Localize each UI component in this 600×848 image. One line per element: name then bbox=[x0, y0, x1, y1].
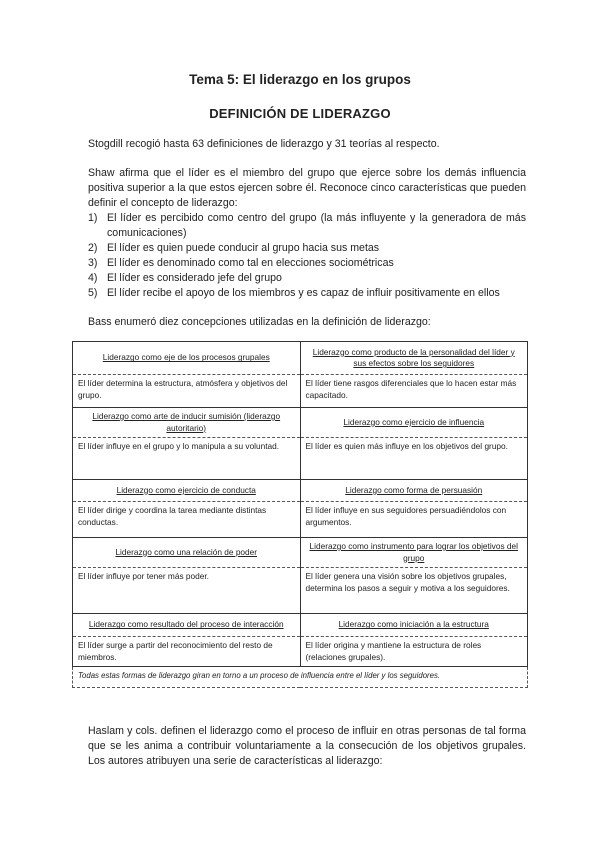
page-title: Tema 5: El liderazgo en los grupos bbox=[189, 72, 411, 87]
list-number: 3) bbox=[88, 257, 98, 269]
concept-title: Liderazgo como una relación de poder bbox=[73, 538, 301, 568]
concept-description: El líder influye en sus seguidores persuadiéndolos con argumentos. bbox=[300, 502, 528, 538]
table-row bbox=[73, 667, 528, 688]
concept-description: El líder influye por tener más poder. bbox=[73, 568, 301, 614]
table-row bbox=[73, 480, 528, 502]
list-item bbox=[88, 211, 526, 241]
concept-description: El líder es quien más influye en los objetivos del grupo. bbox=[300, 438, 528, 480]
concept-description: El líder influye en el grupo y lo manipula a su voluntad. bbox=[73, 438, 301, 480]
leadership-concepts-table bbox=[72, 341, 528, 688]
intro-paragraph: Stogdill recogió hasta 63 definiciones de liderazgo y 31 teorías al respecto. bbox=[88, 138, 440, 150]
shaw-characteristics-list bbox=[88, 211, 526, 301]
concept-title: Liderazgo como ejercicio de conducta bbox=[73, 480, 301, 502]
shaw-paragraph: Shaw afirma que el líder es el miembro del grupo que ejerce sobre los demás influencia positiva superior a la que estos ejercen sobre él. Reconoce cinco características que pueden definir el concepto de liderazgo: bbox=[88, 167, 526, 209]
concept-title: Liderazgo como producto de la personalidad del líder y sus efectos sobre los seguidores bbox=[300, 342, 528, 375]
concept-title: Liderazgo como iniciación a la estructura bbox=[300, 614, 528, 637]
list-item bbox=[88, 271, 526, 286]
list-number: 5) bbox=[88, 287, 98, 299]
list-text: El líder es considerado jefe del grupo bbox=[107, 272, 282, 284]
list-text: El líder es denominado como tal en elecciones sociométricas bbox=[107, 257, 394, 269]
concept-title: Liderazgo como instrumento para lograr los objetivos del grupo bbox=[300, 538, 528, 568]
concept-description: El líder tiene rasgos diferenciales que lo hacen estar más capacitado. bbox=[300, 375, 528, 408]
table-note: Todas estas formas de liderazgo giran en torno a un proceso de influencia entre el líder y los seguidores. bbox=[73, 667, 528, 688]
haslam-paragraph: Haslam y cols. definen el liderazgo como el proceso de influir en otras personas de tal forma que se les anima a contribuir voluntariamente a la consecución de los objetivos grupales. Los autores atribuyen una serie de características al liderazgo: bbox=[88, 725, 526, 767]
concept-description: El líder genera una visión sobre los objetivos grupales, determina los pasos a seguir y motiva a los seguidores. bbox=[300, 568, 528, 614]
table-row bbox=[73, 438, 528, 480]
list-number: 1) bbox=[88, 212, 98, 224]
list-text: El líder es quien puede conducir al grupo hacia sus metas bbox=[107, 242, 380, 254]
concept-description: El líder origina y mantiene la estructura de roles (relaciones grupales). bbox=[300, 637, 528, 667]
table-row bbox=[73, 568, 528, 614]
table-row bbox=[73, 538, 528, 568]
table-row bbox=[73, 342, 528, 375]
table-row bbox=[73, 637, 528, 667]
bass-paragraph: Bass enumeró diez concepciones utilizadas en la definición de liderazgo: bbox=[88, 316, 431, 328]
concept-description: El líder determina la estructura, atmósfera y objetivos del grupo. bbox=[73, 375, 301, 408]
list-item bbox=[88, 256, 526, 271]
concept-title: Liderazgo como forma de persuasión bbox=[300, 480, 528, 502]
list-text: El líder es percibido como centro del grupo (la más influyente y la generadora de más comunicaciones) bbox=[107, 212, 526, 239]
concept-title: Liderazgo como ejercicio de influencia bbox=[300, 408, 528, 438]
table-row bbox=[73, 614, 528, 637]
concept-title: Liderazgo como eje de los procesos grupales bbox=[73, 342, 301, 375]
list-text: El líder recibe el apoyo de los miembros y es capaz de influir positivamente en ellos bbox=[107, 287, 500, 299]
concept-description: El líder dirige y coordina la tarea mediante distintas conductas. bbox=[73, 502, 301, 538]
concept-title: Liderazgo como resultado del proceso de interacción bbox=[73, 614, 301, 637]
section-heading: DEFINICIÓN DE LIDERAZGO bbox=[209, 106, 391, 121]
table-row bbox=[73, 375, 528, 408]
concept-title: Liderazgo como arte de inducir sumisión (liderazgo autoritario) bbox=[73, 408, 301, 438]
list-number: 2) bbox=[88, 242, 98, 254]
list-item bbox=[88, 241, 526, 256]
list-number: 4) bbox=[88, 272, 98, 284]
table-row bbox=[73, 408, 528, 438]
concept-description: El líder surge a partir del reconocimiento del resto de miembros. bbox=[73, 637, 301, 667]
list-item bbox=[88, 286, 526, 301]
table-row bbox=[73, 502, 528, 538]
